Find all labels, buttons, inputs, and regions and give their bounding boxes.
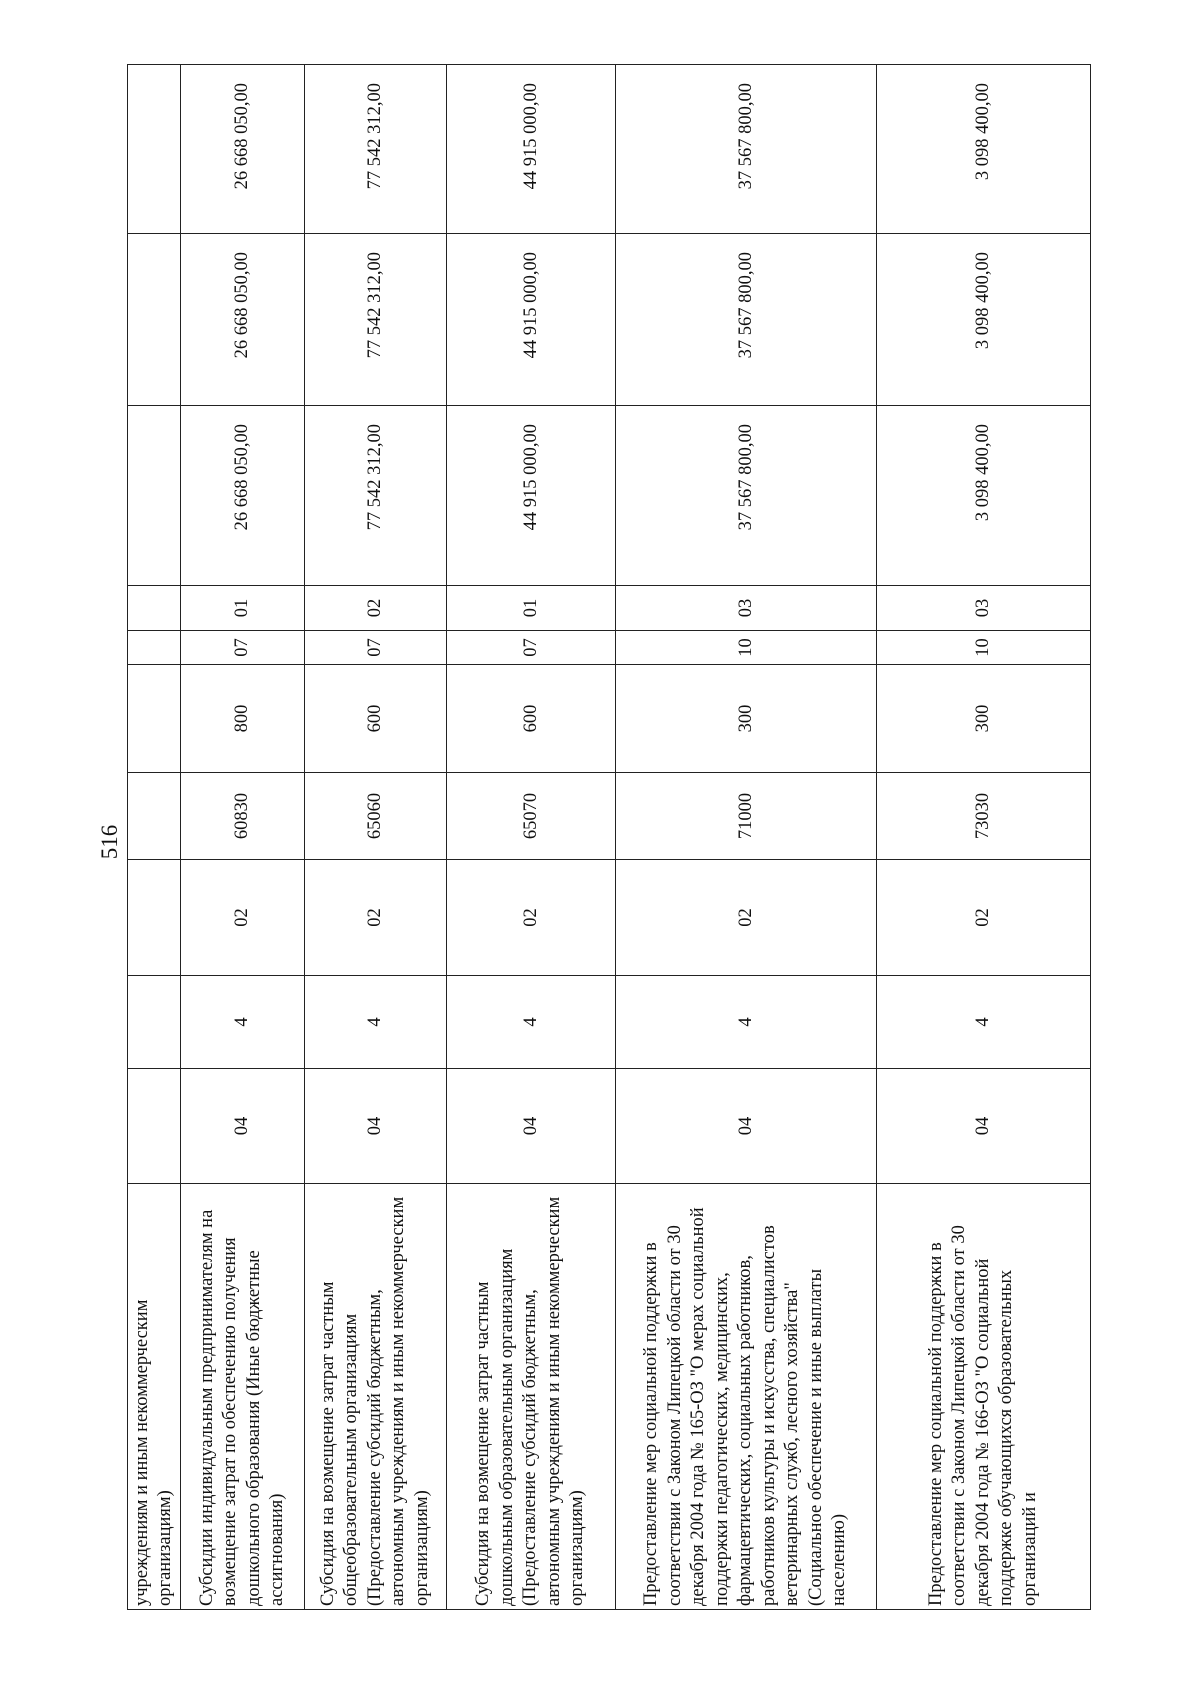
- amount-2: 3 098 400,00: [877, 234, 1091, 406]
- table-row: [305, 65, 447, 1610]
- dir-code: 71000: [616, 773, 877, 860]
- table-row: [877, 65, 1091, 1610]
- sub-code: 4: [877, 976, 1091, 1069]
- pr-code: 01: [181, 586, 305, 631]
- amount-2: [128, 234, 181, 406]
- amount-3: 44 915 000,00: [447, 65, 616, 234]
- table-row: [616, 65, 877, 1610]
- dir-code: 65070: [447, 773, 616, 860]
- amount-3: [128, 65, 181, 234]
- sub-code: [128, 976, 181, 1069]
- dir-code: 65060: [305, 773, 447, 860]
- sub-code: 4: [616, 976, 877, 1069]
- amount-2: 37 567 800,00: [616, 234, 877, 406]
- amount-1: 44 915 000,00: [447, 406, 616, 586]
- gp-code: 04: [305, 1069, 447, 1184]
- sec-code: 02: [181, 860, 305, 976]
- table-row: [447, 65, 616, 1610]
- amount-3: 77 542 312,00: [305, 65, 447, 234]
- rz-code: 10: [877, 631, 1091, 665]
- vr-code: [128, 665, 181, 773]
- amount-3: 26 668 050,00: [181, 65, 305, 234]
- dir-code: 60830: [181, 773, 305, 860]
- table-row: [128, 65, 181, 1610]
- row-description: Субсидия на возмещение затрат частным общеобразовательным организациям (Предоставление субсидий бюджетным, автономным учреждениям и иным некоммерческим организациям): [305, 1184, 447, 1610]
- amount-2: 26 668 050,00: [181, 234, 305, 406]
- pr-code: 02: [305, 586, 447, 631]
- sec-code: [128, 860, 181, 976]
- sec-code: 02: [877, 860, 1091, 976]
- amount-3: 37 567 800,00: [616, 65, 877, 234]
- vr-code: 300: [616, 665, 877, 773]
- rz-code: 07: [305, 631, 447, 665]
- row-description: учреждениям и иным некоммерческим организациям): [128, 1184, 181, 1610]
- sub-code: 4: [181, 976, 305, 1069]
- gp-code: 04: [616, 1069, 877, 1184]
- sub-code: 4: [305, 976, 447, 1069]
- gp-code: [128, 1069, 181, 1184]
- sec-code: 02: [616, 860, 877, 976]
- sec-code: 02: [305, 860, 447, 976]
- vr-code: 800: [181, 665, 305, 773]
- pr-code: [128, 586, 181, 631]
- amount-3: 3 098 400,00: [877, 65, 1091, 234]
- table-row: [181, 65, 305, 1610]
- amount-1: 37 567 800,00: [616, 406, 877, 586]
- row-description: Субсидии индивидуальным предпринимателям на возмещение затрат по обеспечению получения дошкольного образования (Иные бюджетные ассигнования): [181, 1184, 305, 1610]
- amount-1: 26 668 050,00: [181, 406, 305, 586]
- rz-code: 07: [181, 631, 305, 665]
- gp-code: 04: [181, 1069, 305, 1184]
- amount-1: [128, 406, 181, 586]
- row-description: Субсидия на возмещение затрат частным дошкольным образовательным организациям (Предоставление субсидий бюджетным, автономным учреждениям и иным некоммерческим организациям): [447, 1184, 616, 1610]
- row-description: Предоставление мер социальной поддержки в соответствии с Законом Липецкой области от 30 декабря 2004 года № 165-ОЗ "О мерах социальной поддержки педагогических, медицинских, фармацевтических, социальных работников, работников культуры и искусства, специалистов ветеринарных служб, лесного хозяйства" (Социальное обеспечение и иные выплаты населению): [616, 1184, 877, 1610]
- amount-1: 3 098 400,00: [877, 406, 1091, 586]
- vr-code: 600: [305, 665, 447, 773]
- amount-1: 77 542 312,00: [305, 406, 447, 586]
- gp-code: 04: [447, 1069, 616, 1184]
- gp-code: 04: [877, 1069, 1091, 1184]
- dir-code: [128, 773, 181, 860]
- amount-2: 77 542 312,00: [305, 234, 447, 406]
- amount-2: 44 915 000,00: [447, 234, 616, 406]
- sec-code: 02: [447, 860, 616, 976]
- rz-code: 10: [616, 631, 877, 665]
- rz-code: [128, 631, 181, 665]
- pr-code: 03: [616, 586, 877, 631]
- pr-code: 01: [447, 586, 616, 631]
- sub-code: 4: [447, 976, 616, 1069]
- rz-code: 07: [447, 631, 616, 665]
- rotated-table-container: [127, 65, 1090, 1610]
- pr-code: 03: [877, 586, 1091, 631]
- row-description: Предоставление мер социальной поддержки в соответствии с Законом Липецкой области от 30 декабря 2004 года № 166-ОЗ "О социальной поддержке обучающихся образовательных организаций и: [877, 1184, 1091, 1610]
- vr-code: 600: [447, 665, 616, 773]
- page-number: 516: [97, 824, 122, 860]
- budget-table: [127, 64, 1091, 1610]
- dir-code: 73030: [877, 773, 1091, 860]
- vr-code: 300: [877, 665, 1091, 773]
